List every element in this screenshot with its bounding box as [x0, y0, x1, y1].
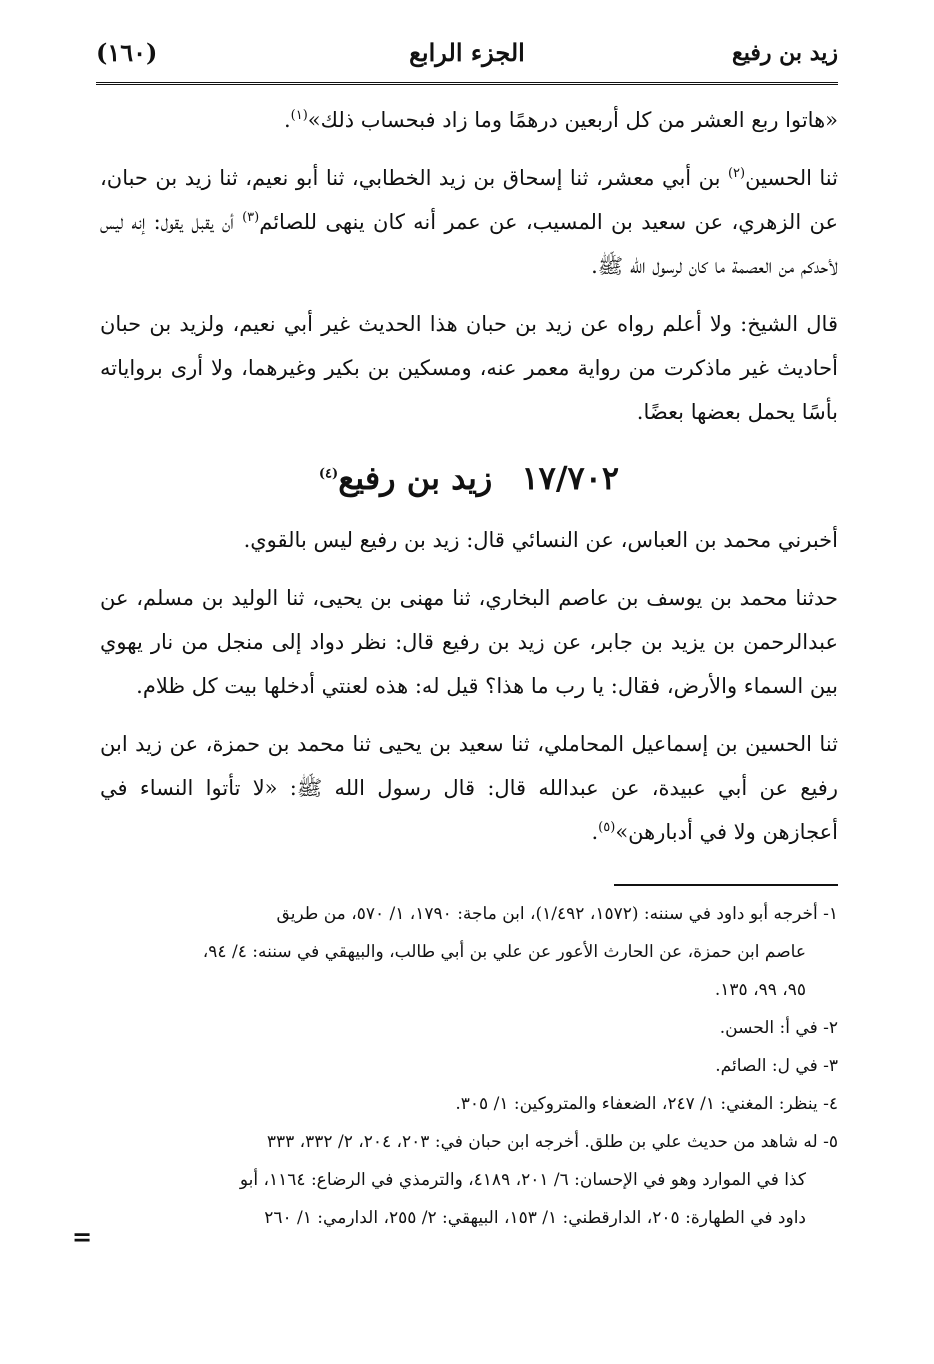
footnote-ref: (٤): [318, 466, 339, 482]
paragraph-6: ثنا الحسين بن إسماعيل المحاملي، ثنا سعيد بن يحيى ثنا محمد بن حمزة، عن زيد ابن رفيع عن أبي عبيدة، عن عبدالله قال: قال رسول الله ﷺ: «لا تأتوا النساء في أعجازهن ولا في أدبارهن»$^{(٥)}$.: [100, 732, 838, 844]
footnote-rule: [614, 884, 838, 886]
entry-number: ١٧/٧٠٢: [521, 459, 620, 497]
entry-name: زيد بن رفيع: [338, 459, 493, 497]
text-run: ثنا الحسين بن إسماعيل المحاملي، ثنا سعيد بن يحيى ثنا محمد بن حمزة، عن زيد ابن رفيع عن أبي عبيدة، عن عبدالله قال: قال رسول الله ﷺ: «لا تأتوا النساء في أعجازهن ولا في أدبارهن»: [100, 732, 838, 844]
paragraph-1: «هاتوا ربع العشر من كل أربعين درهمًا وما زاد فبحساب ذلك»$^{(١)}$.: [283, 108, 838, 132]
page-header: [96, 34, 838, 78]
main-text: [100, 98, 838, 868]
hadith-quote: «هاتوا ربع العشر من كل أربعين درهمًا وما زاد فبحساب ذلك»: [307, 108, 838, 132]
footnote-ref: (٥): [598, 820, 616, 835]
footnote-line: ٩٥، ٩٩، ١٣٥.: [714, 980, 806, 1000]
footnote-ref: (٣): [242, 210, 260, 225]
text-run: بن أبي معشر، ثنا إسحاق بن زيد الخطابي، ثنا أبو نعيم، ثنا زيد بن حبان، عن الزهري، عن سعيد بن المسيب، عن عمر أنه كان ينهى للصائم: [100, 166, 838, 234]
footnote-line: عاصم ابن حمزة، عن الحارث الأعور عن علي بن أبي طالب، والبيهقي في سننه: ٤/ ٩٤،: [202, 942, 806, 962]
footnote-line: كذا في الموارد وهو في الإحسان: ٦/ ٢٠١، ٤١٨٩، والترمذي في الرضاع: ١١٦٤، أبو: [239, 1170, 806, 1190]
text-run: أن يقبل يقول: إنه ليس لأحدكم من العصمة ما كان لرسول الله ﷺ.: [100, 210, 838, 278]
footnote-ref: (١): [290, 108, 308, 123]
continuation-mark: =: [72, 1222, 93, 1251]
footnote-ref: (٢): [727, 166, 746, 181]
footnote-line: ٣- في ل: الصائم.: [715, 1056, 838, 1076]
volume-title: الجزء الرابع: [409, 38, 525, 67]
section-name: زيد بن رفيع: [732, 40, 838, 66]
entry-heading: [100, 448, 838, 508]
footnotes: [100, 896, 838, 1238]
paragraph-3: قال الشيخ: ولا أعلم رواه عن زيد بن حبان هذا الحديث غير أبي نعيم، ولزيد بن حبان أحاديث غير ماذكرت من رواية معمر عنه، ومسكين بن بكير وغيرهما، ولا أرى برواياته بأسًا يحمل بعضها بعضًا.: [100, 312, 838, 424]
footnote-line: ١- أخرجه أبو داود في سننه: (١٥٧٢، ١/٤٩٢)، ابن ماجة: ١٧٩٠، ١/ ٥٧٠، من طريق: [276, 904, 838, 924]
footnote-line: ٤- ينظر: المغني: ١/ ٢٤٧، الضعفاء والمتروكين: ١/ ٣٠٥.: [455, 1094, 838, 1114]
paragraph-2: [100, 156, 838, 288]
paragraph-5: حدثنا محمد بن يوسف بن عاصم البخاري، ثنا مهنى بن يحيى، ثنا الوليد بن مسلم، عن عبدالرحمن بن يزيد بن جابر، عن زيد بن رفيع قال: نظر دواد إلى منجل من نار يهوي بين السماء والأرض، فقال: يا رب ما هذا؟ قيل له: هذه لعنتي أدخلها بيت كل ظلام.: [100, 586, 838, 698]
footnote-line: ٢- في أ: الحسن.: [719, 1018, 838, 1038]
page-number: (١٦٠): [96, 38, 158, 67]
header-rule: [96, 82, 838, 88]
paragraph-4: أخبرني محمد بن العباس، عن النسائي قال: زيد بن رفيع ليس بالقوي.: [243, 528, 838, 552]
text-run: ثنا الحسين: [745, 166, 838, 190]
footnote-line: داود في الطهارة: ٢٠٥، الدارقطني: ١/ ١٥٣، البيهقي: ٢/ ٢٥٥، الدارمي: ١/ ٢٦٠: [264, 1208, 806, 1228]
footnote-line: ٥- له شاهد من حديث علي بن طلق. أخرجه ابن حبان في: ٢٠٣، ٢٠٤، ٢/ ٣٣٢، ٣٣٣: [266, 1132, 838, 1152]
